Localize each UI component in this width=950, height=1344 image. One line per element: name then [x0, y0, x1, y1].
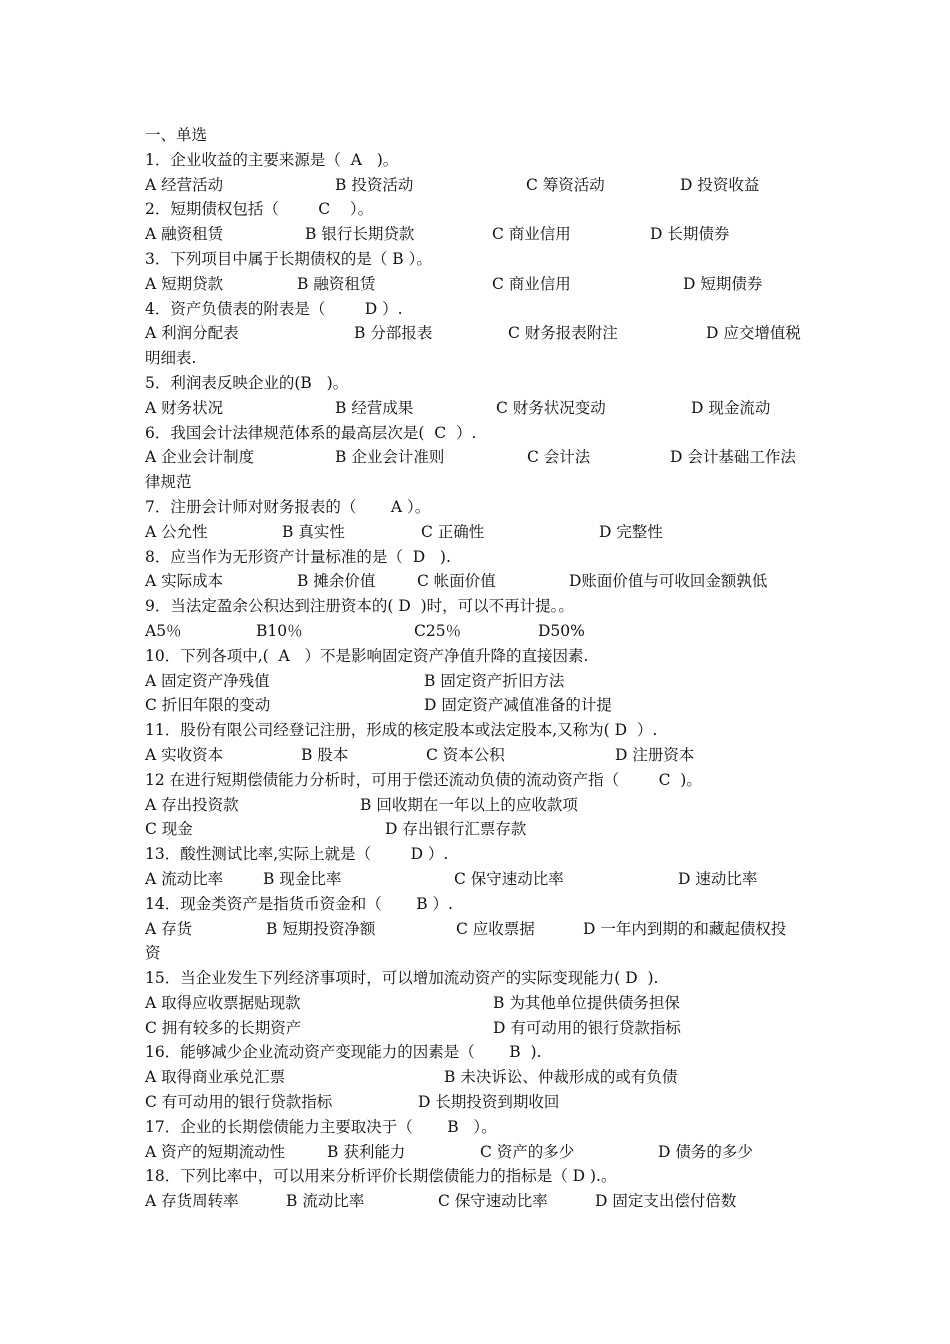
option-row: [145, 1016, 815, 1041]
option-c: C 帐面价值: [417, 572, 496, 591]
question-stem: 15．当企业发生下列经济事项时，可以增加流动资产的实际变现能力( D ).: [145, 969, 659, 988]
question-stem: 5．利润表反映企业的(B )。: [145, 373, 349, 392]
option-a: A 短期贷款: [145, 274, 224, 293]
option-d: D 速动比率: [678, 869, 758, 888]
option-c: C 拥有较多的长期资产: [145, 1018, 302, 1037]
question-stem: 12 在进行短期偿债能力分析时，可用于偿还流动负债的流动资产指（ C )。: [145, 770, 702, 789]
option-d: D 短期债券: [683, 274, 763, 293]
option-row: [145, 520, 815, 545]
option-b: B 投资活动: [335, 175, 414, 194]
question-stem: 3．下列项目中属于长期债权的是（ B ）。: [145, 249, 432, 268]
option-wrap: 资: [145, 944, 161, 963]
document-page: [145, 123, 815, 1214]
option-a: A 经营活动: [145, 175, 224, 194]
option-a: A 取得应收票据贴现款: [145, 993, 301, 1012]
option-b: B 固定资产折旧方法: [424, 671, 565, 690]
option-d: D 有可动用的银行贷款指标: [493, 1018, 681, 1037]
question-stem: 17．企业的长期偿债能力主要取决于（ B ）。: [145, 1117, 497, 1136]
option-d: D 长期投资到期收回: [418, 1093, 560, 1112]
option-a: A 融资租赁: [145, 225, 224, 244]
option-a: A 企业会计制度: [145, 448, 255, 467]
option-b: B 回收期在一年以上的应收款项: [360, 795, 578, 814]
option-a: A 流动比率: [145, 869, 224, 888]
option-b: B 融资租赁: [297, 274, 376, 293]
option-b: B10％: [256, 621, 303, 640]
option-c: C 有可动用的银行贷款指标: [145, 1093, 333, 1112]
option-d: D 应交增值税: [706, 324, 801, 343]
option-b: B 未决诉讼、仲裁形成的或有负债: [444, 1068, 678, 1087]
option-c: C25％: [414, 621, 462, 640]
option-c: C 会计法: [527, 448, 591, 467]
option-b: B 流动比率: [286, 1192, 365, 1211]
option-b: B 经营成果: [335, 398, 414, 417]
option-d: D 完整性: [599, 522, 663, 541]
option-c: C 商业信用: [492, 274, 571, 293]
option-c: C 正确性: [421, 522, 485, 541]
option-b: B 分部报表: [354, 324, 433, 343]
option-d: D 债务的多少: [658, 1142, 753, 1161]
question-stem: 14．现金类资产是指货币资金和（ B ）.: [145, 894, 453, 913]
option-a: A 实际成本: [145, 572, 224, 591]
option-row: [145, 793, 815, 818]
option-d: D 现金流动: [691, 398, 771, 417]
option-row: [145, 1065, 815, 1090]
option-row: [145, 817, 815, 842]
question-stem: 13．酸性测试比率,实际上就是（ D ）.: [145, 845, 449, 864]
option-d: D 固定支出偿付倍数: [595, 1192, 737, 1211]
option-d: D 固定资产减值准备的计提: [424, 696, 612, 715]
option-row: [145, 743, 815, 768]
option-row: [145, 1189, 815, 1214]
option-a: A 存货: [145, 919, 193, 938]
question-stem: 10．下列各项中,( A ）不是影响固定资产净值升降的直接因素.: [145, 646, 589, 665]
option-row: [145, 669, 815, 694]
option-a: A5％: [145, 621, 182, 640]
option-a: A 利润分配表: [145, 324, 239, 343]
option-row: [145, 693, 815, 718]
option-d: D账面价值与可收回金额孰低: [569, 572, 768, 591]
option-b: B 为其他单位提供债务担保: [493, 993, 680, 1012]
option-c: C 资本公积: [426, 745, 505, 764]
option-a: A 公允性: [145, 522, 208, 541]
option-row: [145, 396, 815, 421]
option-row: [145, 569, 815, 594]
question-stem: 6．我国会计法律规范体系的最高层次是( C ）.: [145, 423, 477, 442]
option-a: A 取得商业承兑汇票: [145, 1068, 286, 1087]
option-b: B 摊余价值: [297, 572, 376, 591]
option-a: A 财务状况: [145, 398, 224, 417]
option-row: [145, 173, 815, 198]
option-c: C 折旧年限的变动: [145, 696, 271, 715]
option-row: [145, 1140, 815, 1165]
option-d: D50%: [538, 621, 585, 640]
option-c: C 筹资活动: [526, 175, 605, 194]
option-row: [145, 917, 815, 942]
option-c: C 现金: [145, 820, 193, 839]
question-stem: 7．注册会计师对财务报表的（ A ）。: [145, 497, 431, 516]
option-row: [145, 321, 815, 346]
option-c: C 财务报表附注: [508, 324, 618, 343]
option-d: D 一年内到期的和藏起债权投: [583, 919, 787, 938]
option-d: D 注册资本: [615, 745, 695, 764]
option-row: [145, 272, 815, 297]
option-d: D 长期债券: [650, 225, 730, 244]
option-b: B 现金比率: [263, 869, 342, 888]
option-row: [145, 445, 815, 470]
option-a: A 固定资产净残值: [145, 671, 270, 690]
question-stem: 11．股份有限公司经登记注册，形成的核定股本或法定股本,又称为( D ）.: [145, 721, 658, 740]
option-a: A 存货周转率: [145, 1192, 239, 1211]
option-b: B 获利能力: [327, 1142, 406, 1161]
option-wrap: 明细表.: [145, 349, 197, 368]
option-d: D 投资收益: [680, 175, 760, 194]
option-row: [145, 867, 815, 892]
question-stem: 8．应当作为无形资产计量标准的是（ D ).: [145, 547, 451, 566]
question-stem: 18．下列比率中，可以用来分析评价长期偿债能力的指标是（ D ).。: [145, 1167, 617, 1186]
question-stem: 9．当法定盈余公积达到注册资本的( D )时，可以不再计提。。: [145, 597, 574, 616]
option-c: C 商业信用: [492, 225, 571, 244]
question-stem: 2．短期债权包括（ C ）。: [145, 200, 374, 219]
option-row: [145, 991, 815, 1016]
option-wrap: 律规范: [145, 473, 192, 492]
question-stem: 1．企业收益的主要来源是（ A )。: [145, 150, 399, 169]
option-row: [145, 222, 815, 247]
option-a: A 实收资本: [145, 745, 224, 764]
option-d: D 存出银行汇票存款: [385, 820, 527, 839]
option-c: C 保守速动比率: [454, 869, 564, 888]
section-title: 一、单选: [145, 126, 208, 144]
question-stem: 4．资产负债表的附表是（ D ）.: [145, 299, 403, 318]
option-b: B 真实性: [282, 522, 345, 541]
option-b: B 短期投资净额: [266, 919, 376, 938]
option-d: D 会计基础工作法: [670, 448, 796, 467]
option-row: [145, 1090, 815, 1115]
option-b: B 银行长期贷款: [305, 225, 415, 244]
option-b: B 企业会计准则: [335, 448, 445, 467]
option-a: A 存出投资款: [145, 795, 239, 814]
option-c: C 资产的多少: [480, 1142, 575, 1161]
option-row: [145, 619, 815, 644]
option-c: C 应收票据: [456, 919, 535, 938]
question-stem: 16．能够减少企业流动资产变现能力的因素是（ B ).: [145, 1043, 542, 1062]
option-c: C 保守速动比率: [438, 1192, 548, 1211]
option-b: B 股本: [301, 745, 349, 764]
option-c: C 财务状况变动: [496, 398, 606, 417]
option-a: A 资产的短期流动性: [145, 1142, 286, 1161]
